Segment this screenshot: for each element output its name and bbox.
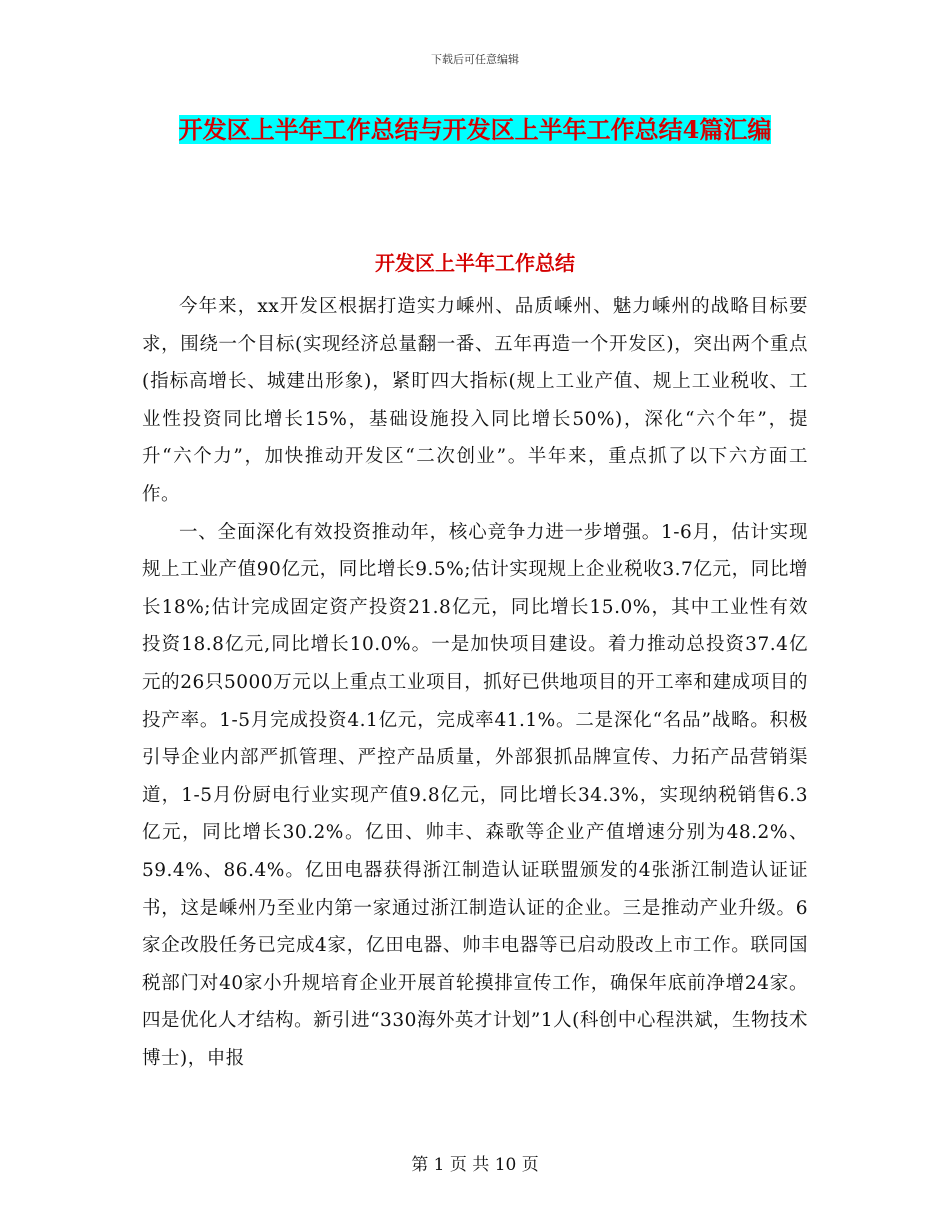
page-footer	[0, 1153, 950, 1177]
section-title: 开发区上半年工作总结	[375, 251, 575, 275]
paragraph-investment: 一、全面深化有效投资推动年，核心竞争力进一步增强。1-6月，估计实现规上工业产值90亿元，同比增长9.5%;估计实现规上企业税收3.7亿元，同比增长18%;估计完成固定资产投资21.8亿元，同比增长15.0%，其中工业性有效投资18.8亿元,同比增长10.0%。一是加快项目建设。着力推动总投资37.4亿元的26只5000万元以上重点工业项目，抓好已供地项目的开工率和建成项目的投产率。1-5月完成投资4.1亿元，完成率41.1%。二是深化“名品”战略。积极引导企业内部严抓管理、严控产品质量，外部狠抓品牌宣传、力拓产品营销渠道，1-5月份厨电行业实现产值9.8亿元，同比增长34.3%，实现纳税销售6.3亿元，同比增长30.2%。亿田、帅丰、森歌等企业产值增速分别为48.2%、59.4%、86.4%。亿田电器获得浙江制造认证联盟颁发的4张浙江制造认证证书，这是嵊州乃至业内第一家通过浙江制造认证的企业。三是推动产业升级。6家企改股任务已完成4家，亿田电器、帅丰电器等已启动股改上市工作。联同国税部门对40家小升规培育企业开展首轮摸排宣传工作，确保年底前净增24家。四是优化人才结构。新引进“330海外英才计划”1人(科创中心程洪斌，生物技术博士)，申报	[142, 521, 808, 1069]
footer-page-number: 1	[433, 1155, 445, 1175]
document-title	[150, 106, 800, 154]
header-note: 下载后可任意编辑	[431, 53, 519, 66]
footer-mid: 页 共	[449, 1155, 490, 1175]
footer-prefix: 第	[411, 1155, 429, 1175]
body-text	[142, 288, 808, 1077]
footer-suffix: 页	[521, 1155, 539, 1175]
paragraph-intro: 今年来，xx开发区根据打造实力嵊州、品质嵊州、魅力嵊州的战略目标要求，围绕一个目标(实现经济总量翻一番、五年再造一个开发区)，突出两个重点(指标高增长、城建出形象)，紧盯四大指标(规上工业产值、规上工业税收、工业性投资同比增长15%，基础设施投入同比增长50%)，深化“六个年”，提升“六个力”，加快推动开发区“二次创业”。半年来，重点抓了以下六方面工作。	[142, 296, 808, 505]
footer-total-pages: 10	[494, 1155, 517, 1175]
document-title-text: 开发区上半年工作总结与开发区上半年工作总结4篇汇编	[178, 115, 772, 144]
